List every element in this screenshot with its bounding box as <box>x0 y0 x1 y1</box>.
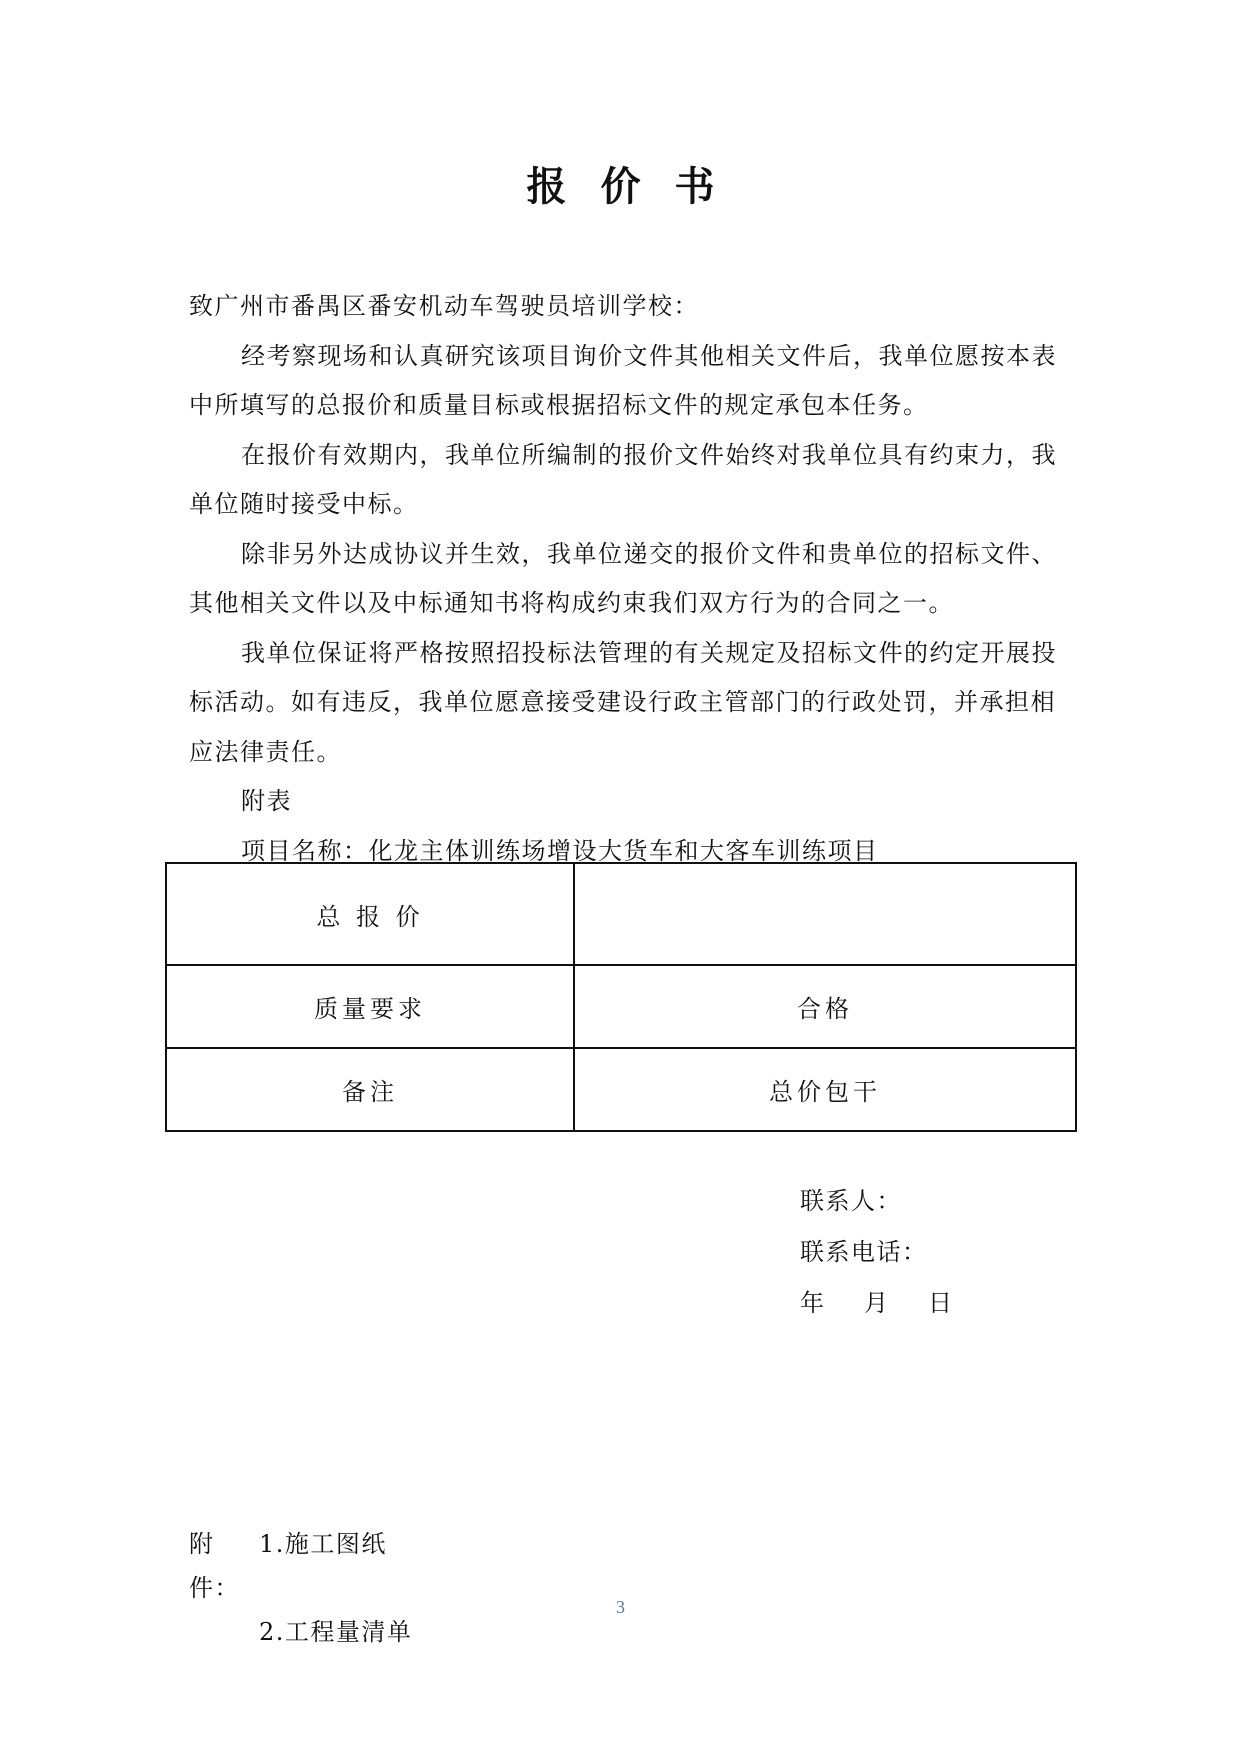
document-title: 报价书 <box>526 164 749 210</box>
date-year-label: 年 <box>800 1289 826 1317</box>
quality-requirement-value: 合格 <box>574 965 1076 1048</box>
total-price-value <box>574 863 1076 965</box>
attachment-item-2: 2.工程量清单 <box>259 1618 413 1646</box>
table-row <box>166 863 1076 965</box>
page-number: 3 <box>616 1597 625 1617</box>
remarks-label: 备注 <box>166 1048 574 1131</box>
paragraph-3: 除非另外达成协议并生效，我单位递交的报价文件和贵单位的招标文件、其他相关文件以及中标通知书将构成约束我们双方行为的合同之一。 <box>189 539 1057 617</box>
contact-phone-label: 联系电话： <box>800 1238 928 1266</box>
table-row <box>166 1048 1076 1131</box>
attachment-item-1: 1.施工图纸 <box>259 1530 387 1558</box>
total-price-label: 总 报 价 <box>166 863 574 965</box>
table-row <box>166 965 1076 1048</box>
contact-person-label: 联系人： <box>800 1187 902 1215</box>
project-name: 项目名称：化龙主体训练场增设大货车和大客车训练项目 <box>241 836 879 865</box>
date-line <box>800 1278 954 1329</box>
document-body <box>189 282 1059 876</box>
paragraph-4: 我单位保证将严格按照招投标法管理的有关规定及招标文件的约定开展投标活动。如有违反，我单位愿意接受建设行政主管部门的行政处罚，并承担相应法律责任。 <box>189 638 1057 766</box>
appendix-label: 附表 <box>241 787 292 815</box>
date-day-label: 日 <box>928 1289 954 1317</box>
attachments-block <box>189 1522 412 1654</box>
date-month-label: 月 <box>864 1289 890 1317</box>
contact-block <box>800 1176 954 1329</box>
attachments-prefix: 附件： <box>189 1530 240 1602</box>
quote-table <box>165 862 1077 1132</box>
addressee: 致广州市番禺区番安机动车驾驶员培训学校： <box>189 292 699 320</box>
remarks-value: 总价包干 <box>574 1048 1076 1131</box>
paragraph-1: 经考察现场和认真研究该项目询价文件其他相关文件后，我单位愿按本表中所填写的总报价和质量目标或根据招标文件的规定承包本任务。 <box>189 341 1057 419</box>
quality-requirement-label: 质量要求 <box>166 965 574 1048</box>
paragraph-2: 在报价有效期内，我单位所编制的报价文件始终对我单位具有约束力，我单位随时接受中标。 <box>189 440 1057 518</box>
